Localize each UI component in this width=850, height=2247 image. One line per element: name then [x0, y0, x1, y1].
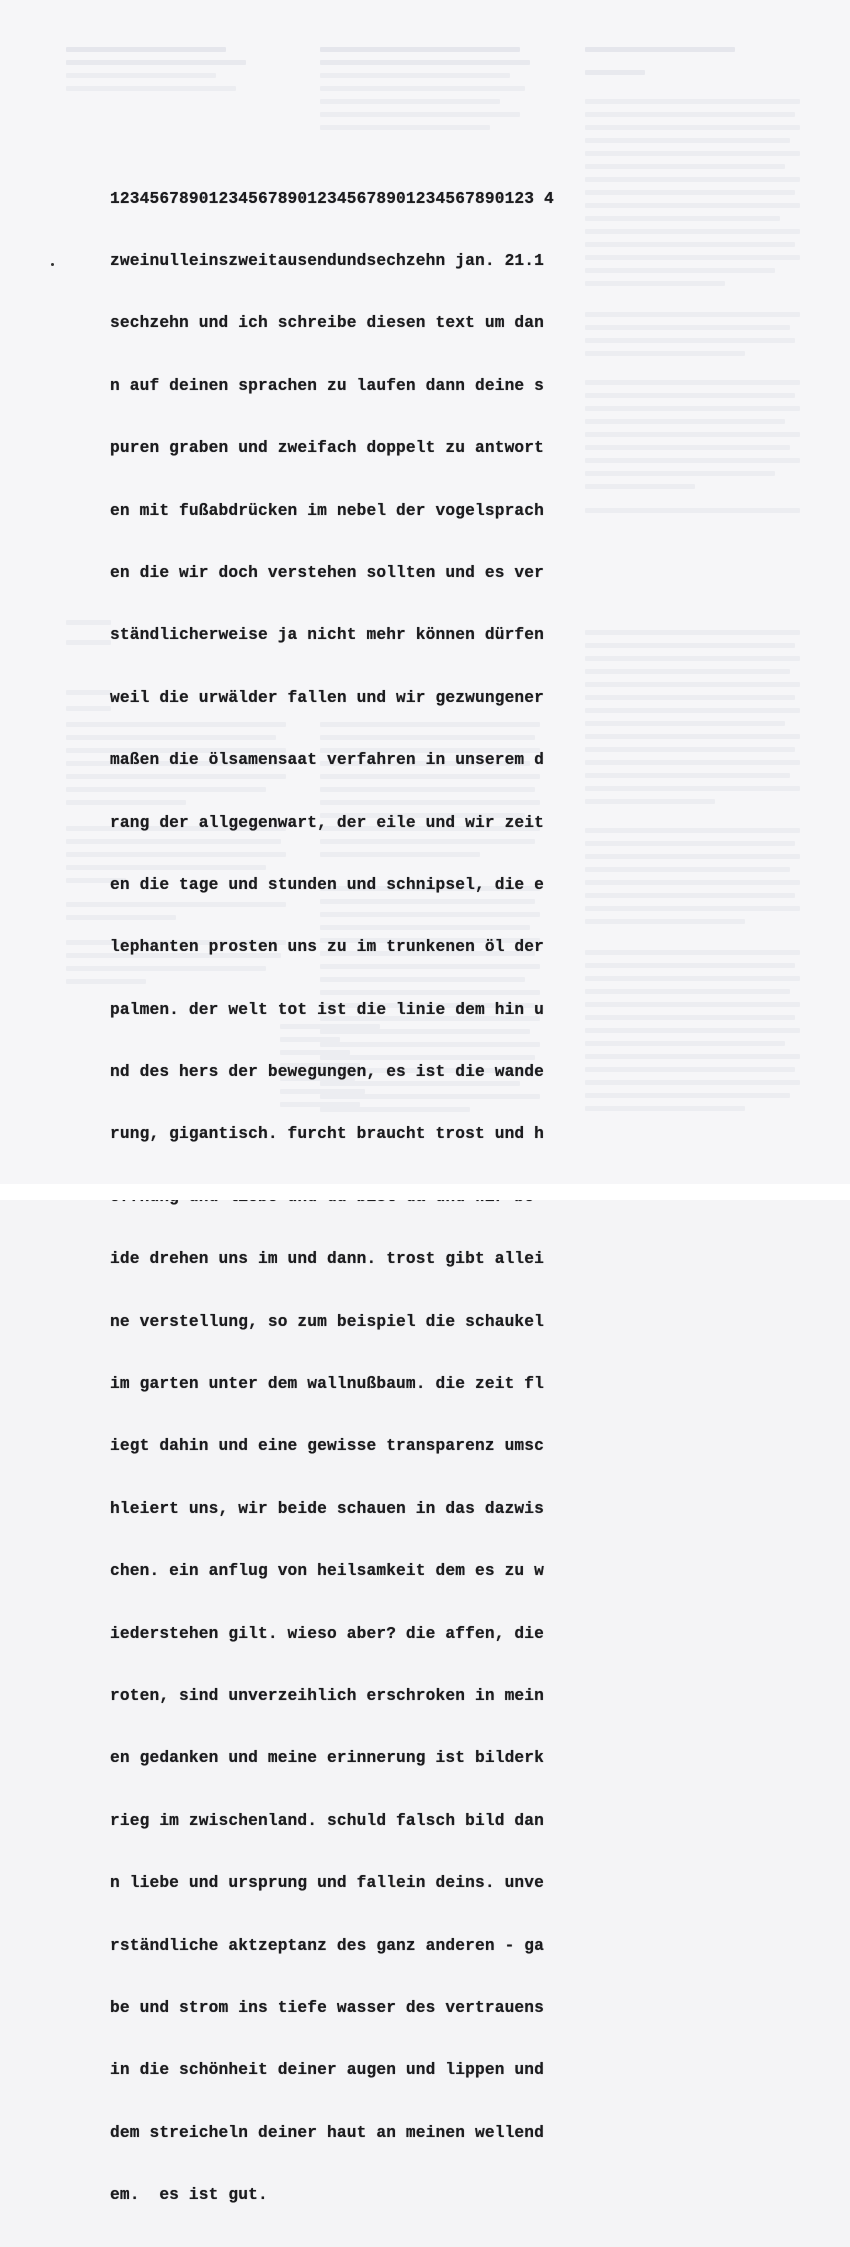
bleed-through-line	[585, 1106, 745, 1111]
bleed-through-line	[585, 351, 745, 356]
bleed-through-line	[585, 255, 800, 260]
bleed-through-line	[66, 690, 111, 695]
bleed-through-line	[585, 643, 795, 648]
text-line: iegt dahin und eine gewisse transparenz umsc	[110, 1437, 545, 1456]
bleed-through-line	[585, 1002, 800, 1007]
bleed-through-line	[66, 60, 246, 65]
bleed-through-line	[585, 99, 800, 104]
bleed-through-line	[585, 893, 795, 898]
bleed-through-line	[585, 747, 795, 752]
bleed-through-line	[66, 86, 236, 91]
bleed-through-line	[585, 138, 790, 143]
bleed-through-line	[585, 963, 795, 968]
bleed-through-line	[585, 682, 800, 687]
bleed-through-line	[585, 445, 790, 450]
text-line: n liebe und ursprung und fallein deins. unve	[110, 1874, 545, 1893]
text-line: en mit fußabdrücken im nebel der vogelsprach	[110, 501, 545, 520]
bleed-through-line	[585, 312, 800, 317]
bleed-through-line	[585, 1015, 795, 1020]
page-bottom-edge	[0, 1184, 850, 1200]
bleed-through-line	[585, 1067, 795, 1072]
bleed-through-line	[320, 47, 520, 52]
text-line: rang der allgegenwart, der eile und wir zeit	[110, 813, 545, 832]
text-line: 1234567890123456789012345678901234567890123 4	[110, 189, 554, 208]
text-line: zweinulleinszweitausendundsechzehn jan. 21.1	[110, 251, 545, 270]
bleed-through-line	[585, 125, 800, 130]
bleed-through-line	[585, 841, 795, 846]
text-line: chen. ein anflug von heilsamkeit dem es zu w	[110, 1562, 545, 1581]
bleed-through-line	[585, 471, 775, 476]
bleed-through-line	[585, 1093, 790, 1098]
bleed-through-line	[66, 47, 226, 52]
bleed-through-line	[585, 281, 725, 286]
bleed-through-line	[585, 458, 800, 463]
text-line: en die tage und stunden und schnipsel, die e	[110, 875, 545, 894]
bleed-through-line	[585, 164, 785, 169]
bleed-through-line	[585, 484, 695, 489]
bleed-through-line	[585, 203, 800, 208]
ink-speck	[51, 263, 54, 266]
bleed-through-line	[585, 989, 790, 994]
bleed-through-line	[66, 73, 216, 78]
bleed-through-line	[585, 393, 795, 398]
bleed-through-line	[585, 177, 800, 182]
text-line: dem streicheln deiner haut an meinen wellend	[110, 2123, 545, 2142]
text-line: rung, gigantisch. furcht braucht trost und h	[110, 1125, 545, 1144]
bleed-through-line	[585, 854, 800, 859]
bleed-through-line	[585, 867, 790, 872]
text-line: rständliche aktzeptanz des ganz anderen - ga	[110, 1936, 545, 1955]
text-line: rieg im zwischenland. schuld falsch bild dan	[110, 1811, 545, 1830]
bleed-through-line	[320, 60, 530, 65]
bleed-through-line	[585, 708, 800, 713]
text-line: im garten unter dem wallnußbaum. die zeit fl	[110, 1375, 545, 1394]
bleed-through-line	[585, 773, 790, 778]
bleed-through-line	[585, 1054, 800, 1059]
bleed-through-line	[585, 656, 800, 661]
bleed-through-line	[66, 620, 111, 625]
bleed-through-line	[585, 1028, 800, 1033]
bleed-through-line	[585, 799, 715, 804]
bleed-through-line	[585, 229, 800, 234]
bleed-through-line	[585, 47, 735, 52]
bleed-through-line	[585, 828, 800, 833]
bleed-through-line	[320, 112, 520, 117]
bleed-through-line	[585, 508, 800, 513]
bleed-through-line	[585, 1080, 800, 1085]
bleed-through-line	[585, 669, 790, 674]
bleed-through-line	[585, 338, 795, 343]
bleed-through-line	[585, 976, 800, 981]
bleed-through-line	[320, 73, 510, 78]
bleed-through-line	[585, 380, 800, 385]
bleed-through-line	[585, 630, 800, 635]
bleed-through-line	[585, 325, 790, 330]
bleed-through-line	[585, 1041, 785, 1046]
text-line: iederstehen gilt. wieso aber? die affen, die	[110, 1624, 545, 1643]
text-line: palmen. der welt tot ist die linie dem hin u	[110, 1000, 545, 1019]
text-line: n auf deinen sprachen zu laufen dann deine s	[110, 376, 545, 395]
text-line: ide drehen uns im und dann. trost gibt allei	[110, 1250, 545, 1269]
bleed-through-line	[585, 919, 745, 924]
text-line: em. es ist gut.	[110, 2186, 268, 2205]
text-line: lephanten prosten uns zu im trunkenen öl der	[110, 938, 545, 957]
bleed-through-line	[585, 151, 800, 156]
text-line: hleiert uns, wir beide schauen in das dazwis	[110, 1499, 545, 1518]
bleed-through-line	[66, 706, 111, 711]
bleed-through-line	[585, 216, 780, 221]
bleed-through-line	[585, 406, 800, 411]
text-line: weil die urwälder fallen und wir gezwungener	[110, 688, 545, 707]
text-line: roten, sind unverzeihlich erschroken in mein	[110, 1686, 545, 1705]
bleed-through-line	[585, 242, 795, 247]
text-line: maßen die ölsamensaat verfahren in unserem d	[110, 751, 545, 770]
bleed-through-line	[66, 640, 111, 645]
bleed-through-line	[585, 906, 800, 911]
text-line: en gedanken und meine erinnerung ist bilderk	[110, 1749, 545, 1768]
text-line: ne verstellung, so zum beispiel die schaukel	[110, 1312, 545, 1331]
bleed-through-line	[585, 760, 800, 765]
text-line: nd des hers der bewegungen, es ist die wande	[110, 1063, 545, 1082]
bleed-through-line	[585, 695, 795, 700]
bleed-through-line	[585, 190, 795, 195]
bleed-through-line	[320, 99, 500, 104]
text-line: en die wir doch verstehen sollten und es ver	[110, 563, 545, 582]
bleed-through-line	[585, 70, 645, 75]
bleed-through-line	[585, 112, 795, 117]
text-line: puren graben und zweifach doppelt zu antwort	[110, 439, 545, 458]
bleed-through-line	[585, 950, 800, 955]
text-line: ständlicherweise ja nicht mehr können dürfen	[110, 626, 545, 645]
text-line: be und strom ins tiefe wasser des vertrauens	[110, 1998, 545, 2017]
bleed-through-line	[585, 880, 800, 885]
bleed-through-line	[585, 432, 800, 437]
bleed-through-line	[585, 268, 775, 273]
bleed-through-line	[585, 721, 785, 726]
bleed-through-line	[320, 125, 490, 130]
text-line: sechzehn und ich schreibe diesen text um dan	[110, 314, 545, 333]
bleed-through-line	[585, 419, 785, 424]
bleed-through-line	[585, 786, 800, 791]
bleed-through-line	[320, 86, 525, 91]
text-line: in die schönheit deiner augen und lippen und	[110, 2061, 545, 2080]
bleed-through-line	[585, 734, 800, 739]
